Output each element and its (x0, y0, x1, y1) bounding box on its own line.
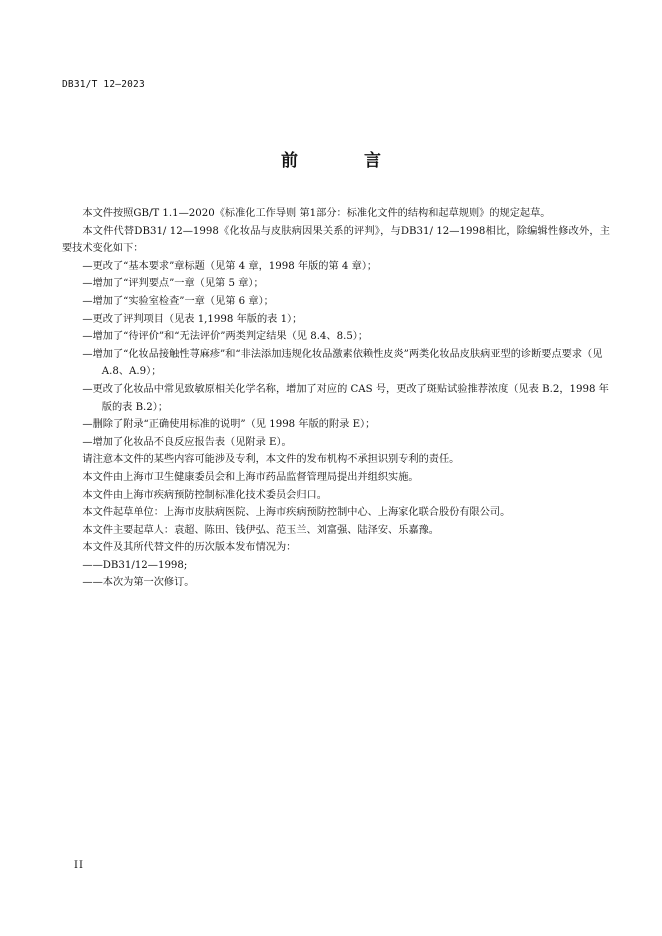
paragraph-replacement: 本文件代替DB31/ 12—1998《化妆品与皮肤病因果关系的评判》，与DB31/ 12—1998相比，除编辑性修改外，主要技术变化如下： (62, 225, 610, 255)
page-number: II (74, 860, 84, 871)
foreword-body (62, 205, 610, 592)
change-item: —增加了“待评价”和“无法评价”两类判定结果（见 8.4、8.5）； (82, 331, 369, 343)
change-item: —增加了“评判要点”一章（见第 5 章）； (82, 278, 264, 290)
history-item: ——本次为第一次修订。 (82, 577, 195, 589)
change-item: —更改了化妆品中常见致敏原相关化学名称，增加了对应的 CAS 号，更改了斑贴试验推荐浓度（见表 B.2，1998 年版的表 B.2）； (82, 383, 609, 413)
paragraph-drafting-units: 本文件起草单位：上海市皮肤病医院、上海市疾病预防控制中心、上海家化联合股份有限公司。 (82, 507, 511, 519)
document-code: DB31/T 12—2023 (62, 79, 145, 90)
page-title: 前 言 (281, 151, 411, 171)
paragraph-proposer: 本文件由上海市卫生健康委员会和上海市药品监督管理局提出并组织实施。 (82, 471, 419, 483)
history-item: ——DB31/12—1998; (82, 559, 188, 571)
paragraph-committee: 本文件由上海市疾病预防控制标准化技术委员会归口。 (82, 489, 327, 501)
change-item: —增加了“化妆品接触性荨麻疹”和“非法添加违规化妆品激素依赖性皮炎”两类化妆品皮肤病亚型的诊断要点要求（见 A.8、A.9）； (82, 348, 603, 378)
paragraph-basis: 本文件按照GB/T 1.1—2020《标准化工作导则 第1部分：标准化文件的结构和起草规则》的规定起草。 (82, 208, 551, 219)
paragraph-drafters: 本文件主要起草人：袁超、陈田、钱伊弘、范玉兰、刘富强、陆泽安、乐嘉豫。 (82, 524, 439, 536)
change-item: —更改了评判项目（见表 1,1998 年版的表 1）； (82, 313, 303, 325)
paragraph-patent-notice: 请注意本文件的某些内容可能涉及专利，本文件的发布机构不承担识别专利的责任。 (82, 454, 460, 466)
change-item: —增加了“实验室检查”一章（见第 6 章）； (82, 295, 274, 307)
paragraph-history-intro: 本文件及其所代替文件的历次版本发布情况为： (82, 542, 297, 554)
change-item: —增加了化妆品不良反应报告表（见附录 E）。 (82, 436, 292, 448)
change-item: —更改了“基本要求”章标题（见第 4 章，1998 年版的第 4 章）； (82, 260, 378, 272)
change-item: —删除了附录“正确使用标准的说明”（见 1998 年版的附录 E）； (82, 419, 376, 431)
